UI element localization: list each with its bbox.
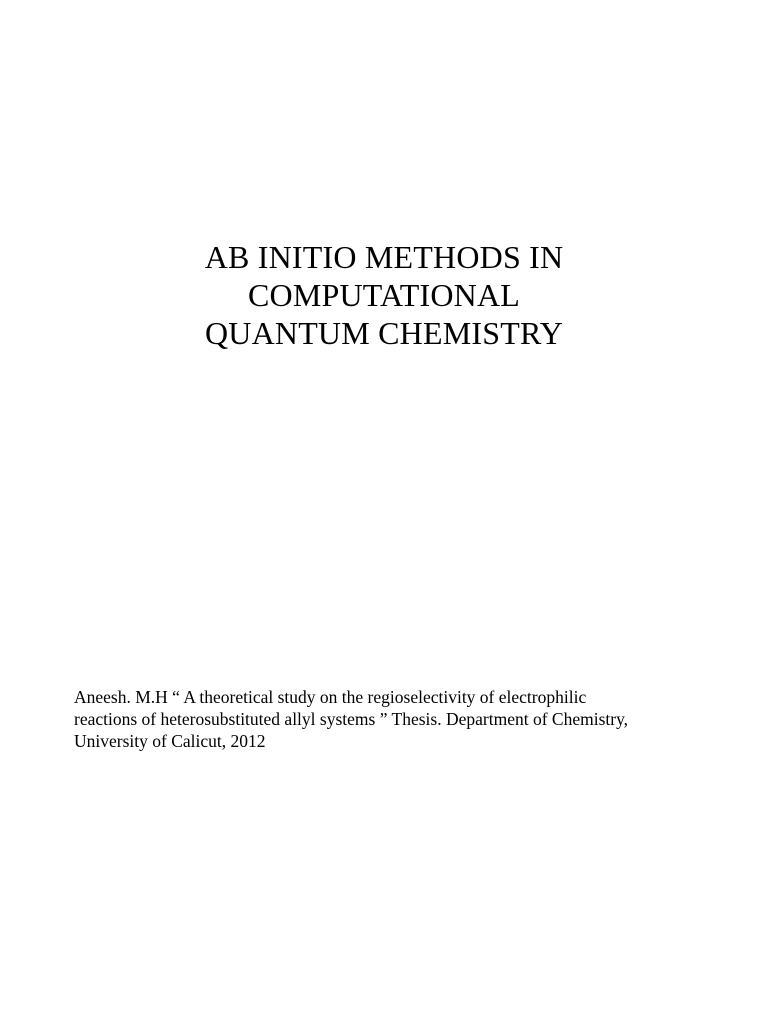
thesis-citation [74,686,714,752]
citation-line-1: Aneesh. M.H “ A theoretical study on the regioselectivity of electrophilic [74,687,587,707]
title-line-3: QUANTUM CHEMISTRY [204,315,564,351]
citation-line-3: University of Calicut, 2012 [74,731,266,751]
title-line-1: AB INITIO METHODS IN [204,239,564,275]
document-title [0,238,768,352]
citation-line-2: reactions of heterosubstituted allyl systems ” Thesis. Department of Chemistry, [74,709,629,729]
title-line-2: COMPUTATIONAL [247,277,521,313]
